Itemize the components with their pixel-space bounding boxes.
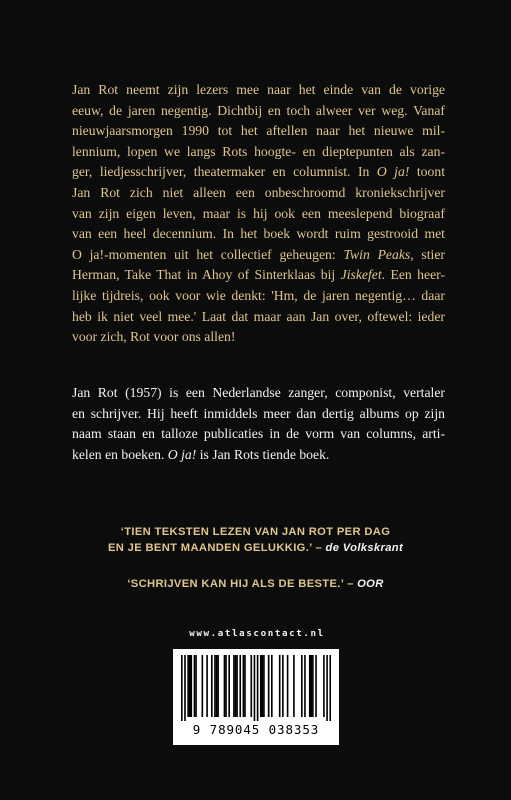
blurb-line [72, 80, 445, 101]
text-run: nieuwjaarsmorgen 1990 tot het aftellen naar het nieuwe mil- [72, 123, 445, 139]
barcode-bar [244, 655, 246, 717]
text-run: , stier [410, 246, 445, 262]
author-bio-paragraph [72, 383, 445, 465]
blurb-line [72, 327, 445, 348]
text-run: kelen en boeken. [72, 446, 168, 462]
isbn-barcode [173, 649, 339, 745]
barcode-bar [181, 655, 183, 721]
barcode-bar [189, 655, 191, 717]
blurb-line [72, 224, 445, 245]
quote-line: ‘TIEN TEKSTEN LEZEN VAN JAN ROT PER DAG [120, 526, 391, 538]
text-run: lijke tijdreis, ook voor wie denkt: 'Hm, de jaren negentig… daar [72, 287, 445, 303]
text-run: lennium, lopen we langs Rots hoogte- en dieptepunten als zan- [72, 143, 445, 159]
quote-line: EN JE BENT MAANDEN GELUKKIG.’ [107, 542, 313, 554]
text-run: ger, liedjesschrijver, theatermaker en columnist. In [72, 164, 377, 180]
quote-dash: – [312, 542, 326, 554]
barcode-bar [243, 655, 245, 717]
blurb-line [72, 307, 445, 328]
barcode-bar [326, 655, 328, 721]
blurb-line [72, 183, 445, 204]
blurb-paragraph [72, 80, 445, 348]
barcode-bar [214, 655, 216, 717]
text-run: eeuw, de jaren negentig. Dichtbij en toch alweer ver weg. Vanaf [72, 102, 445, 118]
italic-title: Twin Peaks [343, 246, 411, 262]
barcode-bar [236, 655, 238, 717]
barcode-bar [268, 655, 270, 717]
barcode-bar [312, 655, 314, 717]
barcode-bar [282, 655, 284, 717]
text-run: van zijn eigen leven, maar is hij ook een meeslepend biograaf [72, 205, 445, 221]
text-run: Herman, Take That in Ahoy of Sinterklaas bij [72, 267, 341, 283]
quote-line: ‘SCHRIJVEN KAN HIJ ALS DE BESTE.’ [127, 578, 344, 590]
barcode-bar [293, 655, 295, 717]
barcode-bar [287, 655, 289, 717]
press-quote-volkskrant [0, 524, 511, 556]
barcode-bar [257, 655, 259, 721]
bio-line [72, 383, 445, 404]
bio-line [72, 404, 445, 425]
blurb-line [72, 204, 445, 225]
blurb-line [72, 286, 445, 307]
text-run: toont [409, 164, 445, 180]
barcode-bar [250, 655, 252, 717]
barcode-bar [262, 655, 264, 717]
barcode-bar [195, 655, 197, 717]
blurb-line [72, 101, 445, 122]
barcode-bar [202, 655, 204, 717]
barcode-bar [225, 655, 227, 717]
barcode-bar [301, 655, 303, 717]
barcode-bar [310, 655, 312, 717]
barcode-bar [211, 655, 213, 717]
barcode-bar [206, 655, 208, 717]
barcode-bar [184, 655, 186, 721]
bio-line [72, 424, 445, 445]
barcode-bar [228, 655, 230, 717]
barcode-bar [263, 655, 265, 717]
quote-source: de Volkskrant [325, 542, 404, 554]
text-run: Jan Rot zich niet alleen een onbeschroomd kroniekschrijver [72, 184, 445, 200]
barcode-bar [271, 655, 273, 717]
text-run: voor zich, Rot voor ons allen! [72, 329, 236, 345]
barcode-bar [224, 655, 226, 717]
barcode-bar [315, 655, 317, 717]
barcode-bar [239, 655, 241, 717]
barcode-bar [233, 655, 235, 717]
quote-dash: – [343, 578, 358, 590]
publisher-website: www.atlascontact.nl [189, 628, 325, 639]
italic-title: Jiskefet [340, 267, 382, 283]
bio-line [72, 445, 445, 466]
text-run: en schrijver. Hij heeft inmiddels meer dan dertig albums op zijn [72, 405, 445, 421]
blurb-line [72, 265, 445, 286]
barcode-bar [216, 655, 218, 717]
barcode-bar [323, 655, 325, 717]
italic-title: O ja! [167, 446, 197, 462]
barcode-bar [279, 655, 281, 717]
text-run: Jan Rot neemt zijn lezers mee naar het einde van de vorige [72, 82, 445, 97]
barcode-bar [187, 655, 189, 717]
barcode-bar [194, 655, 196, 717]
barcode-bar [309, 655, 311, 717]
text-run: O ja!-momenten uit het collectief geheugen: [72, 246, 344, 262]
barcode-bar [304, 655, 306, 717]
barcode-bars [181, 655, 331, 721]
barcode-bar [190, 655, 192, 717]
blurb-line [72, 245, 445, 266]
barcode-bar [329, 655, 331, 721]
text-run: is Jan Rots tiende boek. [196, 446, 330, 462]
italic-title: O ja! [376, 164, 410, 180]
barcode-bar [217, 655, 219, 717]
quote-source: OOR [357, 578, 384, 590]
text-run: heb ik niet veel mee.' Laat dat maar aan Jan over, oftewel: ieder [72, 308, 445, 324]
blurb-line [72, 142, 445, 163]
text-run: . Een heer- [381, 267, 445, 283]
blurb-line [72, 121, 445, 142]
barcode-bar [260, 655, 262, 717]
text-run: Jan Rot (1957) is een Nederlandse zanger, componist, vertaler [72, 385, 445, 400]
text-run: naam staan en talloze publicaties in de vorm van columns, arti- [72, 426, 445, 442]
text-run: van een heel decennium. In het boek wordt ruim gestrooid met [72, 226, 445, 242]
blurb-line [72, 162, 445, 183]
barcode-bar [254, 655, 256, 721]
isbn-number: 9 789045 038353 [192, 722, 320, 737]
barcode-bar [235, 655, 237, 717]
press-quote-oor [0, 576, 511, 592]
